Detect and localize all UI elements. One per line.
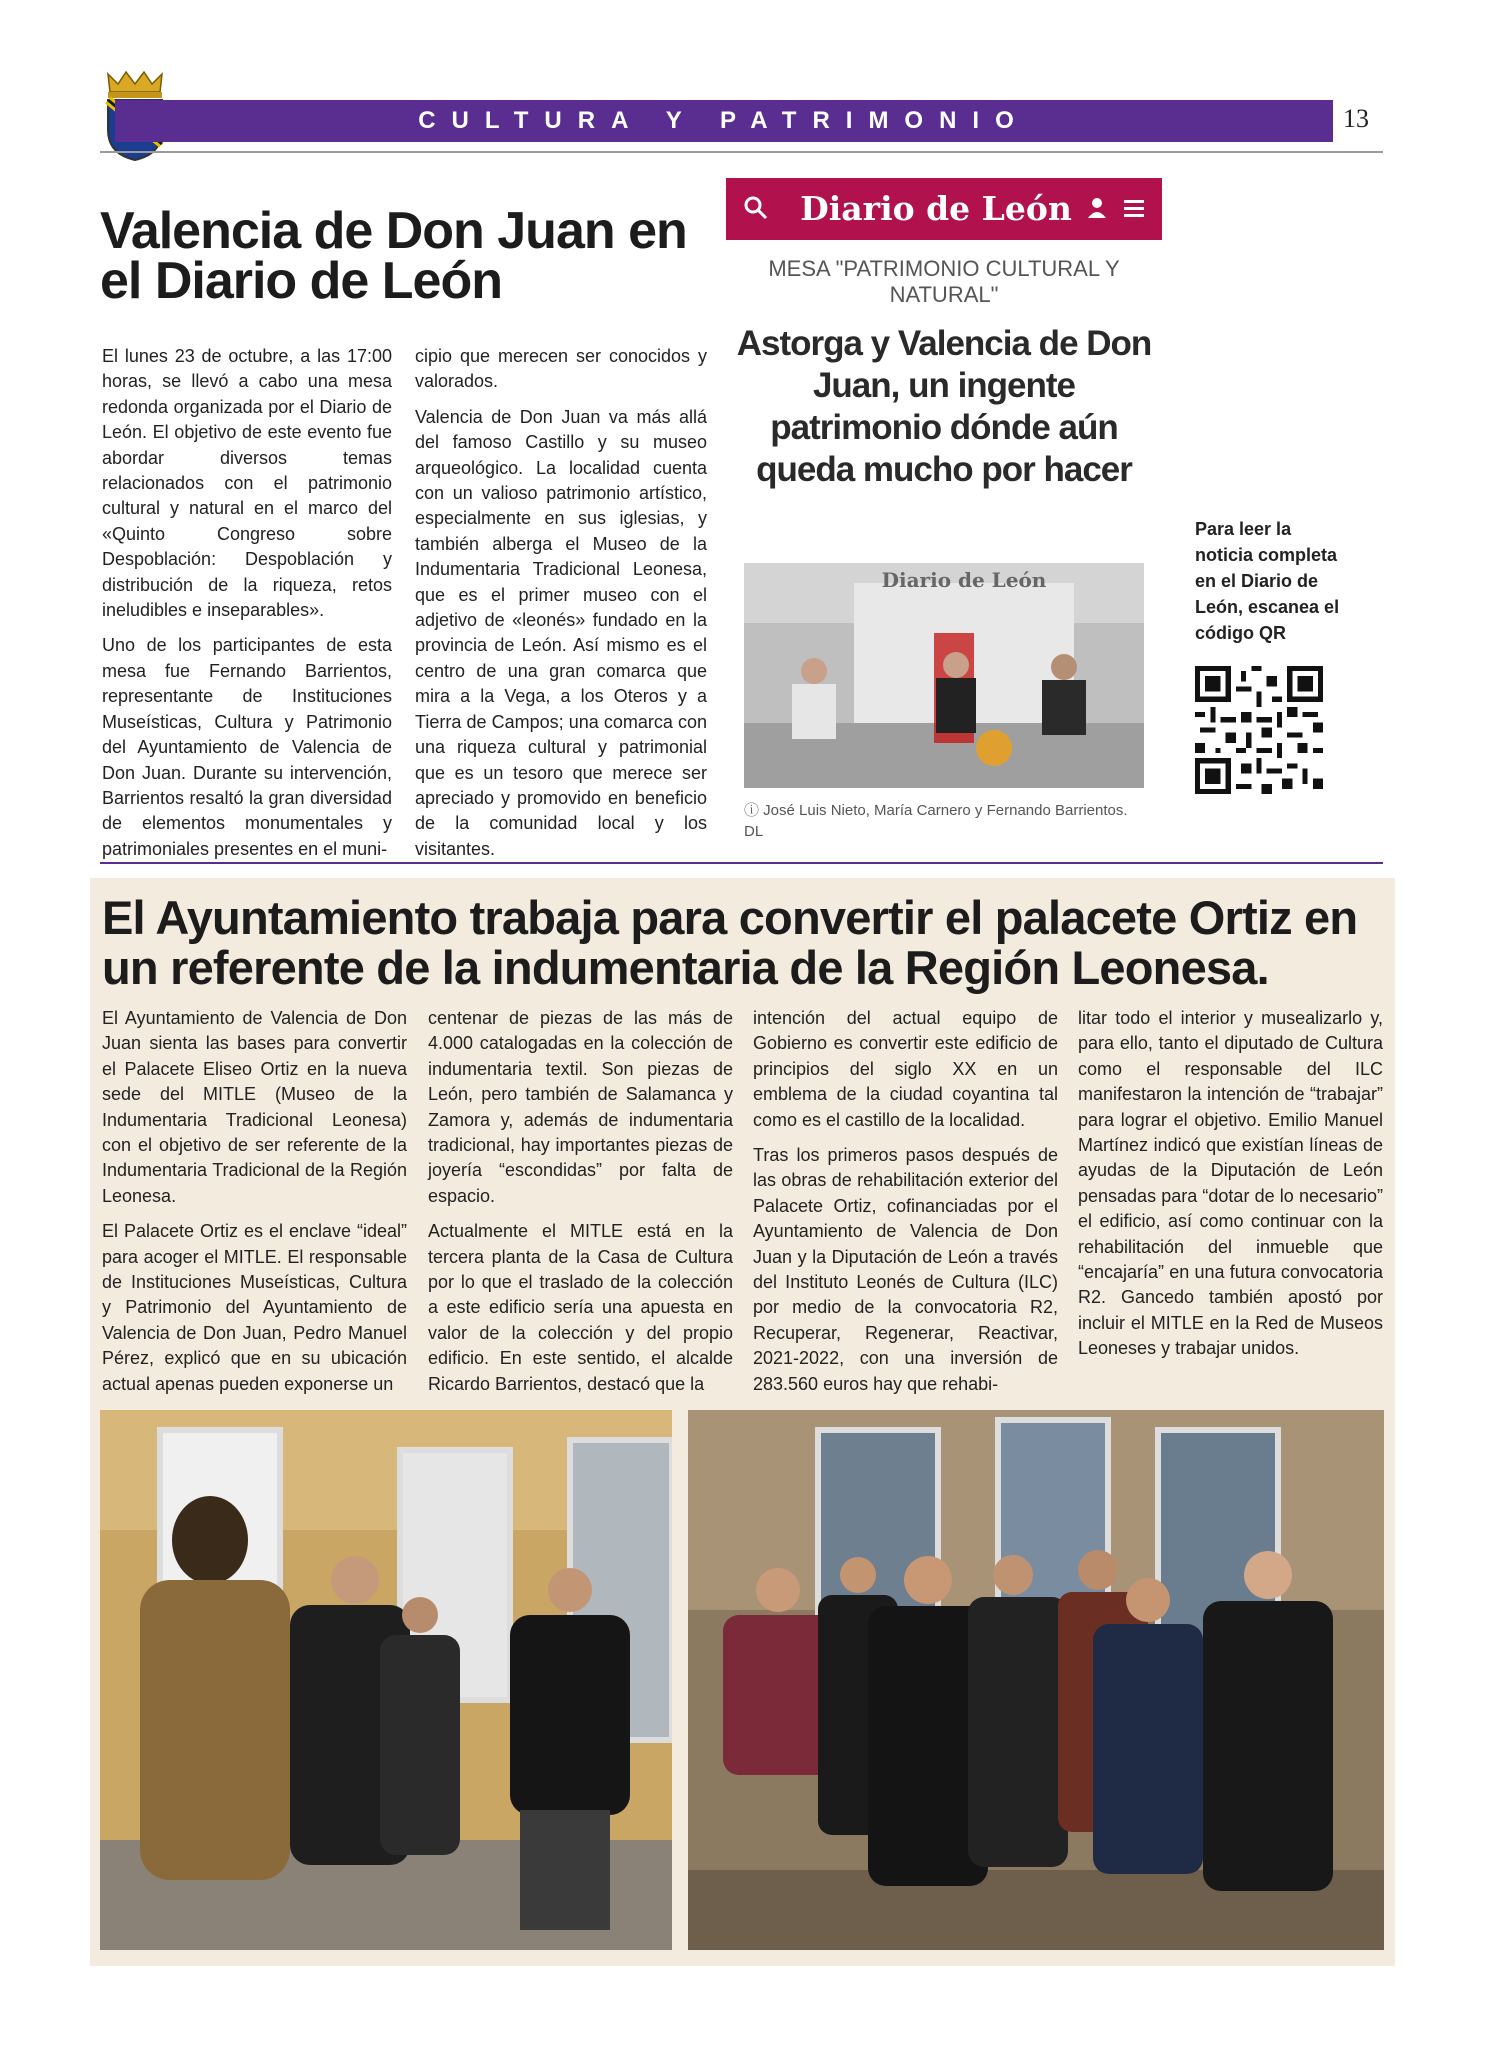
news-photo [744,563,1144,788]
user-icon [1086,196,1108,220]
header-divider [100,151,1383,153]
qr-code-icon[interactable] [1195,666,1323,794]
news-caption: ⓘ José Luis Nieto, María Carnero y Fernando Barrientos. DL [744,802,1128,840]
article2-title: El Ayuntamiento trabaja para convertir el palacete Ortiz en un referente de la indumentaria de la Región Leonesa. [102,891,1358,994]
news-screenshot [726,178,1162,858]
paragraph: Uno de los participantes de esta mesa fue Fernando Barrientos, representante de Instituciones Museísticas, Cultura y Patrimonio del Ayuntamiento de Valencia de Don Juan. Durante su intervención, Barrientos resaltó la gran diversidad de elementos monumentales y patrimoniales presentes en el muni- [102,635,392,859]
article2-column-4 [1078,1006,1383,1372]
section-divider [100,862,1383,864]
article2-column-1 [102,1006,407,1407]
news-logo: Diario de León [800,189,1072,228]
article1-title: Valencia de Don Juan en el Diario de León [100,202,687,310]
article2-column-2 [428,1006,733,1407]
paragraph: litar todo el interior y musealizarlo y, para ello, tanto el diputado de Cultura como el responsable del ILC manifestaron la intención de “trabajar” para lograr el objetivo. Emilio Manuel Martínez indicó que existían líneas de ayudas de la Diputación de León pensadas para “dotar de lo necesario” el edificio, así como continuar con la rehabilitación del inmueble que “encajaría” en una futura convocatoria R2. Gancedo también apostó por incluir el MITLE en la Red de Museos Leoneses y trabajar unidos. [1078,1008,1383,1359]
backdrop-logo: Diario de León [881,568,1047,592]
paragraph: El Ayuntamiento de Valencia de Don Juan sienta las bases para convertir el Palacete Eliseo Ortiz en la nueva sede del MITLE (Museo de la Indumentaria Tradicional Leonesa) con el objetivo de ser referente de la Indumentaria Tradicional de la Región Leonesa. [102,1008,407,1206]
section-title: CULTURA Y PATRIMONIO [418,107,1030,134]
paragraph: intención del actual equipo de Gobierno es convertir este edificio de principios del siglo XX en un emblema de la ciudad coyantina tal como es el castillo de la localidad. [753,1008,1058,1130]
paragraph: El Palacete Ortiz es el enclave “ideal” para acoger el MITLE. El responsable de Instituciones Museísticas, Cultura y Patrimonio del Ayuntamiento de Valencia de Don Juan, Pedro Manuel Pérez, explicó que en su ubicación actual apenas pueden exponerse un [102,1221,407,1394]
news-header-bar [726,178,1162,240]
paragraph: Tras los primeros pasos después de las obras de rehabilitación exterior del Palacete Ortiz, cofinanciadas por el Ayuntamiento de Valencia de Don Juan y la Diputación de León a través del Instituto Leonés de Cultura (ILC) por medio de la convocatoria R2, Recuperar, Regenerar, Reactivar, 2021-2022, con una inversión de 283.560 euros hay que rehabi- [753,1145,1058,1394]
article1-column-1 [102,344,392,872]
palacete-visit-photo-1 [100,1410,672,1950]
qr-instructions: Para leer la noticia completa en el Diario de León, escanea el código QR [1195,519,1340,643]
article1-column-2 [415,344,707,872]
news-headline: Astorga y Valencia de Don Juan, un ingente patrimonio dónde aún queda mucho por hacer [736,324,1152,489]
paragraph: centenar de piezas de las más de 4.000 catalogadas en la colección de indumentaria textil. Son piezas de León, pero también de Salamanca y Zamora y, además de indumentaria tradicional, hay importantes piezas de joyería “escondidas” por falta de espacio. [428,1008,733,1206]
article2-column-3 [753,1006,1058,1407]
news-kicker: MESA "PATRIMONIO CULTURAL Y NATURAL" [768,256,1120,307]
paragraph: Actualmente el MITLE está en la tercera planta de la Casa de Cultura por lo que el traslado de la colección a este edificio sería una apuesta en valor de la colección y del propio edificio. En este sentido, el alcalde Ricardo Barrientos, destacó que la [428,1221,733,1394]
menu-icon [1122,196,1146,220]
paragraph: cipio que merecen ser conocidos y valorados. [415,346,707,392]
info-icon: ⓘ [744,802,764,819]
page-number: 13 [1343,104,1369,133]
search-icon [742,194,770,222]
paragraph: Valencia de Don Juan va más allá del famoso Castillo y su museo arqueológico. La localidad cuenta con un valioso patrimonio artístico, especialmente en sus iglesias, y también alberga el Museo de la Indumentaria Tradicional Leonesa, que es el primer museo con el adjetivo de «leonés» fundado en la provincia de León. Así mismo es el centro de una gran comarca que mira a la Vega, a los Oteros y a Tierra de Campos; una comarca con una riqueza cultural y patrimonial que es un tesoro que merece ser apreciado y promovido en beneficio de la comunidad local y los visitantes. [415,406,707,859]
paragraph: El lunes 23 de octubre, a las 17:00 horas, se llevó a cabo una mesa redonda organizada por el Diario de León. El objetivo de este evento fue abordar diversos temas relacionados con el patrimonio cultural y natural en el marco del «Quinto Congreso sobre Despoblación: Despoblación y distribución de la riqueza, retos ineludibles e inseparables». [102,346,392,621]
palacete-visit-photo-2 [688,1410,1384,1950]
